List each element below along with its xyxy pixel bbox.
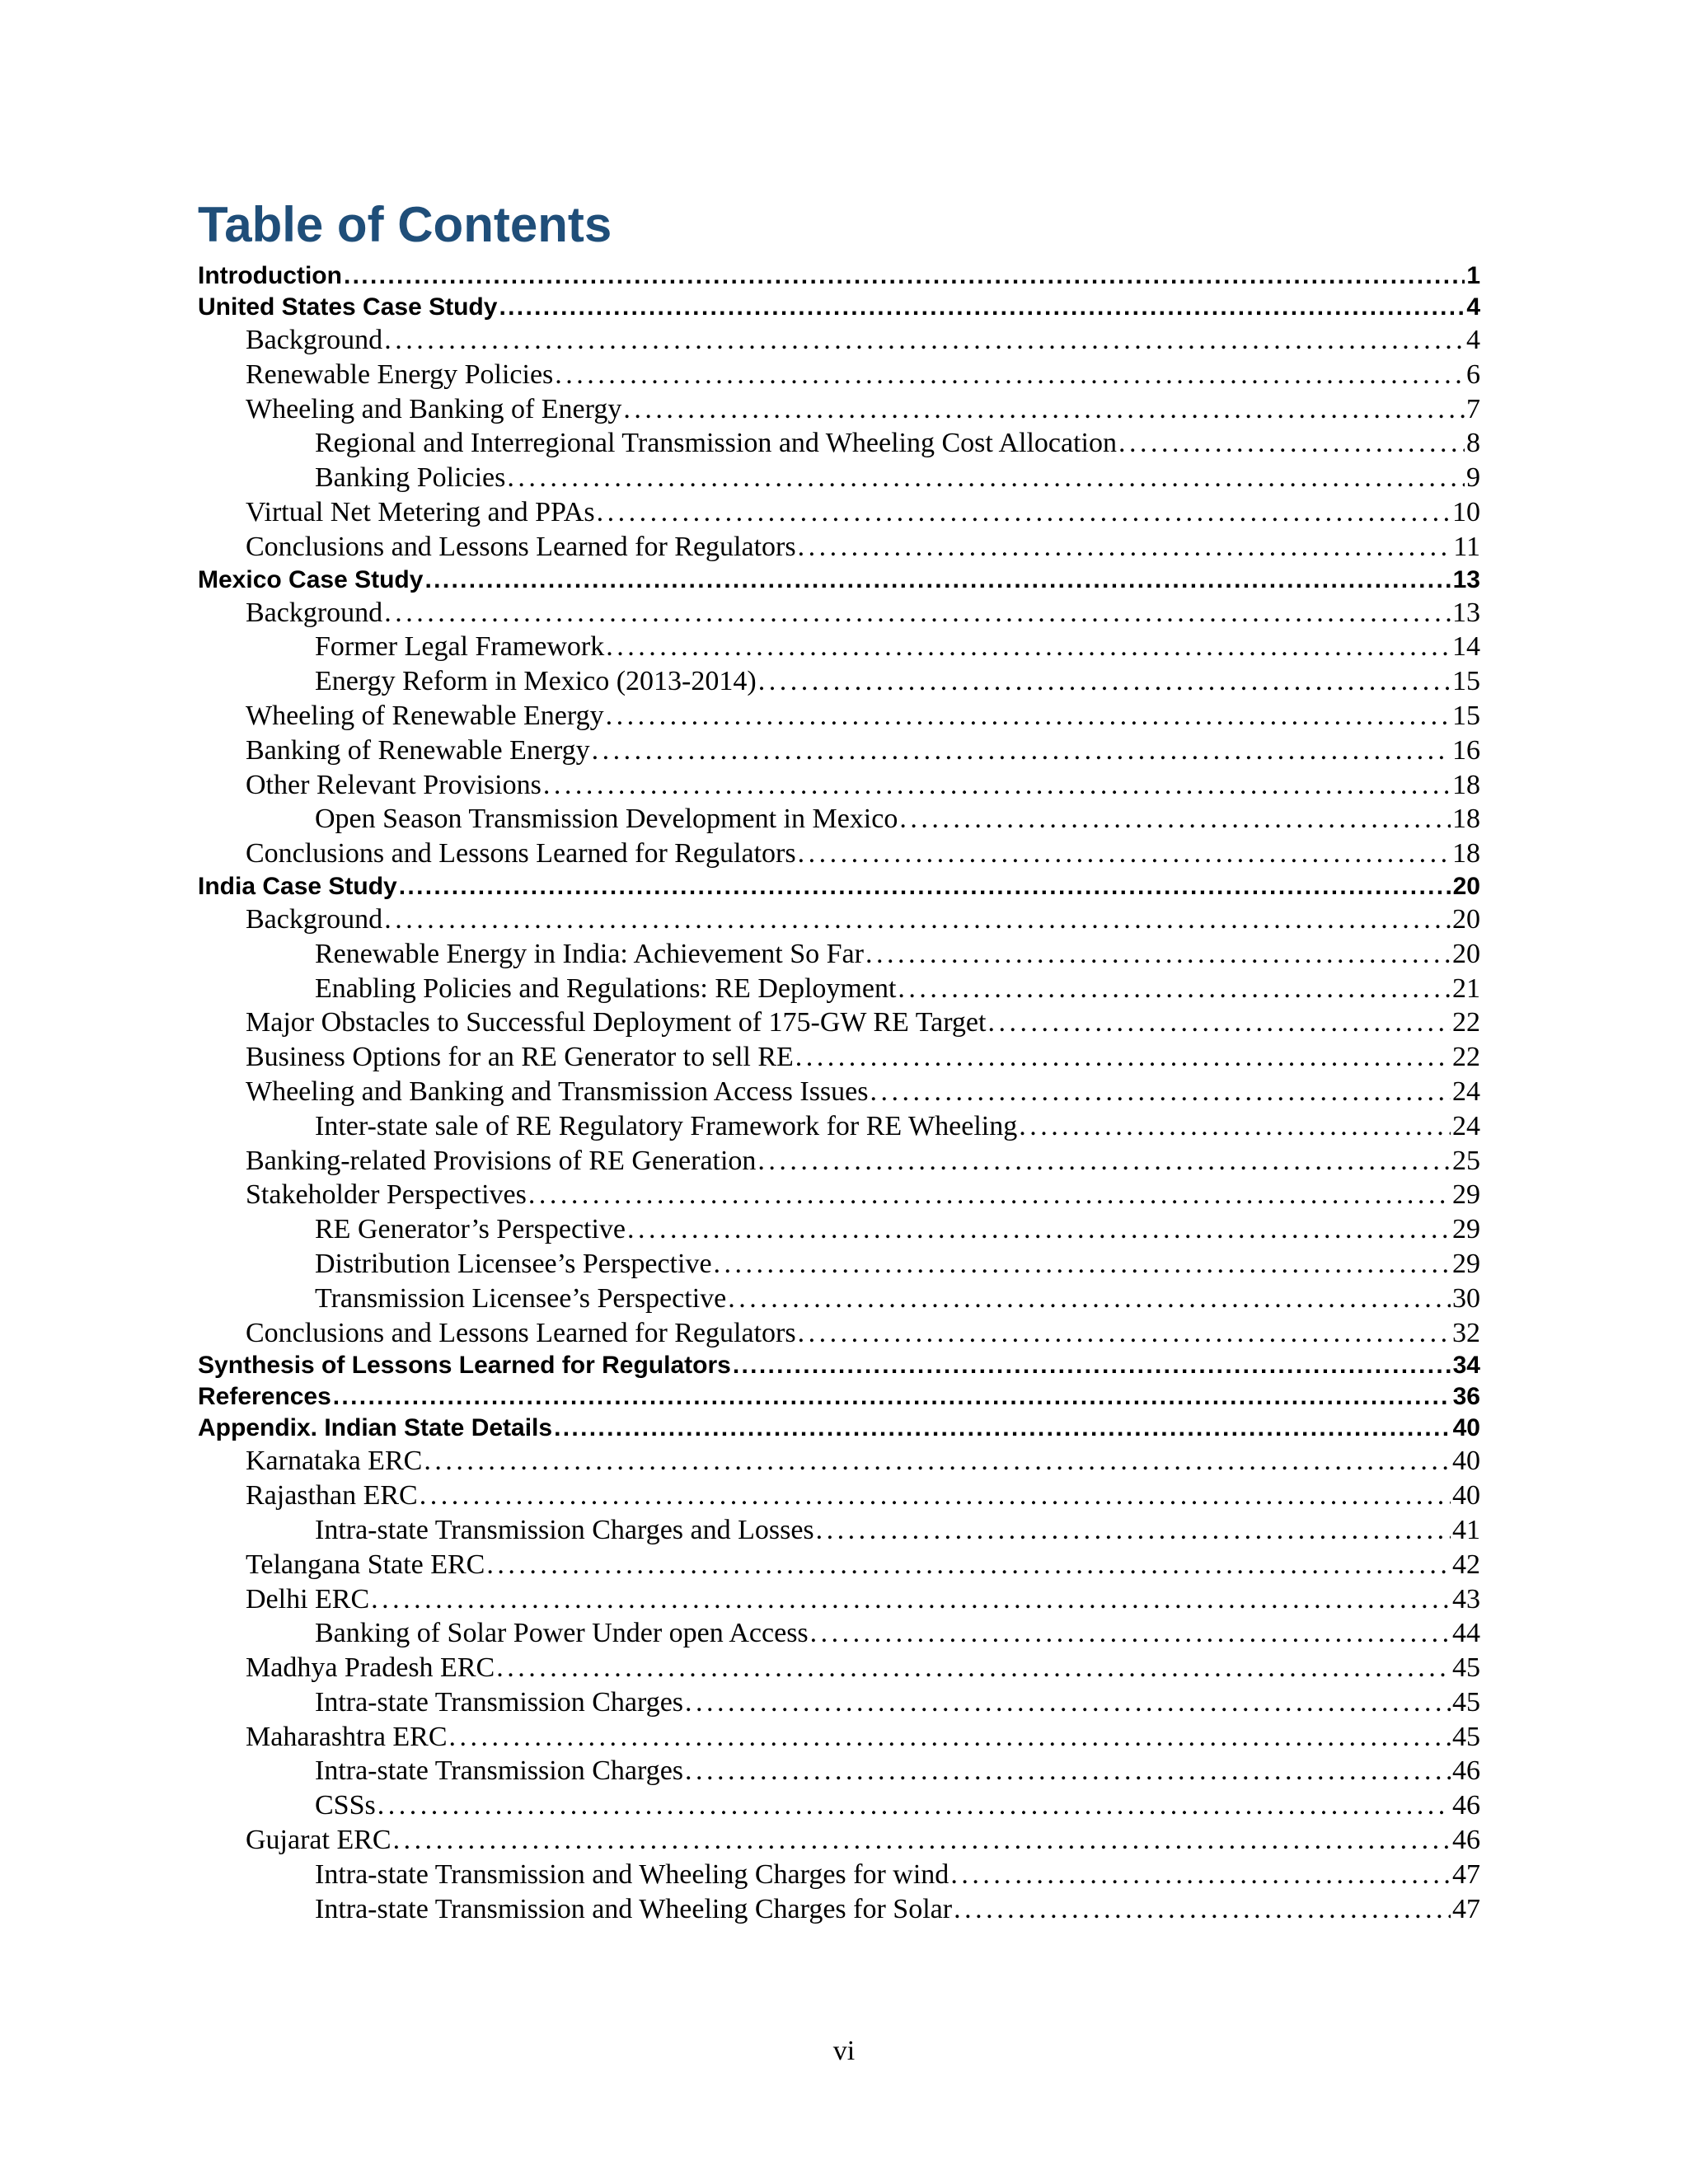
toc-entry-page: 7 <box>1466 393 1480 424</box>
toc-entry-title: Enabling Policies and Regulations: RE Deployment <box>315 972 897 1004</box>
toc-entry-title: Transmission Licensee’s Perspective <box>315 1282 727 1314</box>
toc-entry[interactable] <box>198 1651 1480 1685</box>
dot-leader <box>865 937 1451 972</box>
toc-entry-title: Intra-state Transmission Charges and Losses <box>315 1514 814 1545</box>
toc-entry-title: Wheeling and Banking and Transmission Access Issues <box>246 1076 869 1107</box>
toc-entry-title: India Case Study <box>198 872 397 900</box>
toc-entry-title: Synthesis of Lessons Learned for Regulators <box>198 1352 731 1380</box>
toc-entry[interactable] <box>198 392 1480 427</box>
dot-leader <box>496 1651 1451 1685</box>
toc-entry-title: United States Case Study <box>198 293 498 321</box>
toc-entry-title: Wheeling and Banking of Energy <box>246 393 622 424</box>
toc-entry[interactable] <box>198 1381 1480 1413</box>
dot-leader <box>987 1005 1451 1040</box>
toc-entry-page: 4 <box>1466 325 1480 355</box>
toc-entry[interactable] <box>198 426 1480 461</box>
toc-entry-page: 43 <box>1452 1583 1480 1615</box>
toc-entry-page: 46 <box>1452 1825 1480 1856</box>
toc-entry-title: Intra-state Transmission and Wheeling Charges for Solar <box>315 1893 953 1924</box>
toc-entry-title: Virtual Net Metering and PPAs <box>246 496 595 527</box>
toc-entry[interactable] <box>198 1413 1480 1444</box>
toc-entry-page: 46 <box>1452 1790 1480 1821</box>
toc-entry-title: Former Legal Framework <box>315 631 605 663</box>
toc-entry[interactable] <box>198 972 1480 1006</box>
toc-entry[interactable] <box>198 871 1480 902</box>
dot-leader <box>899 802 1451 837</box>
toc-entry-page: 18 <box>1452 769 1480 800</box>
toc-entry-title: Wheeling of Renewable Energy <box>246 700 604 731</box>
dot-leader <box>1118 426 1465 461</box>
toc-entry-page: 15 <box>1452 666 1480 697</box>
toc-entry-page: 25 <box>1452 1145 1480 1176</box>
dot-leader <box>623 392 1465 427</box>
toc-entry-title: Karnataka ERC <box>246 1446 423 1477</box>
toc-entry[interactable] <box>198 1616 1480 1651</box>
toc-entry[interactable] <box>198 1788 1480 1823</box>
toc-entry[interactable] <box>198 1178 1480 1212</box>
toc-entry-title: Banking-related Provisions of RE Generation <box>246 1145 757 1176</box>
toc-entry[interactable] <box>198 1892 1480 1927</box>
dot-leader <box>393 1823 1451 1858</box>
dot-leader <box>449 1720 1451 1755</box>
toc-entry[interactable] <box>198 768 1480 803</box>
toc-entry-title: References <box>198 1383 331 1411</box>
toc-entry[interactable] <box>198 565 1480 596</box>
toc-entry-page: 15 <box>1452 700 1480 731</box>
dot-leader <box>554 1413 1451 1444</box>
toc-entry-page: 21 <box>1452 972 1480 1004</box>
toc-entry-title: Background <box>246 597 383 628</box>
toc-entry-title: Gujarat ERC <box>246 1825 392 1856</box>
toc-entry[interactable] <box>198 495 1480 530</box>
dot-leader <box>898 972 1451 1006</box>
toc-entry[interactable] <box>198 1350 1480 1381</box>
toc-entry[interactable] <box>198 260 1480 292</box>
toc-entry[interactable] <box>198 1548 1480 1582</box>
toc-entry[interactable] <box>198 530 1480 565</box>
toc-entry[interactable] <box>198 1444 1480 1479</box>
toc-entry-page: 24 <box>1452 1110 1480 1141</box>
toc-entry-page: 10 <box>1452 496 1480 527</box>
toc-entry[interactable] <box>198 1212 1480 1247</box>
toc-entry-page: 47 <box>1452 1893 1480 1924</box>
dot-leader <box>344 260 1465 292</box>
toc-entry[interactable] <box>198 323 1480 358</box>
dot-leader <box>757 1144 1451 1179</box>
toc-entry-page: 13 <box>1452 565 1480 593</box>
toc-entry-page: 29 <box>1452 1248 1480 1279</box>
toc-entry[interactable] <box>198 1040 1480 1075</box>
toc-entry-page: 30 <box>1452 1282 1480 1314</box>
toc-entry-title: Delhi ERC <box>246 1583 370 1615</box>
toc-entry-title: Intra-state Transmission Charges <box>315 1755 684 1787</box>
dot-leader <box>597 495 1451 530</box>
toc-entry[interactable] <box>198 1858 1480 1892</box>
dot-leader <box>870 1075 1451 1109</box>
toc-entry[interactable] <box>198 1144 1480 1179</box>
toc-entry-title: Conclusions and Lessons Learned for Regulators <box>246 838 796 869</box>
toc-entry[interactable] <box>198 664 1480 699</box>
toc-entry[interactable] <box>198 937 1480 972</box>
toc-entry-title: Banking Policies <box>315 462 506 494</box>
toc-entry-page: 13 <box>1452 597 1480 628</box>
page-number: vi <box>832 2036 856 2066</box>
toc-entry-page: 18 <box>1452 838 1480 869</box>
toc-entry-page: 1 <box>1466 262 1480 289</box>
toc-entry-title: Renewable Energy Policies <box>246 359 554 390</box>
dot-leader <box>758 664 1451 699</box>
toc-entry[interactable] <box>198 1109 1480 1144</box>
toc-entry-page: 40 <box>1452 1446 1480 1477</box>
toc-entry-title: Background <box>246 325 383 355</box>
dot-leader <box>592 733 1451 768</box>
toc-entry-title: Business Options for an RE Generator to sell RE <box>246 1042 794 1073</box>
toc-entry[interactable] <box>198 1247 1480 1282</box>
toc-entry-title: Mexico Case Study <box>198 565 424 593</box>
dot-leader <box>798 837 1451 871</box>
toc-entry-title: Stakeholder Perspectives <box>246 1179 527 1211</box>
toc-entry-page: 47 <box>1452 1858 1480 1890</box>
toc-entry-title: Major Obstacles to Successful Deployment of 175-GW RE Target <box>246 1007 987 1038</box>
dot-leader <box>798 530 1452 565</box>
toc-entry-page: 46 <box>1452 1755 1480 1787</box>
dot-leader <box>954 1892 1451 1927</box>
dot-leader <box>728 1282 1451 1316</box>
toc-entry-title: Energy Reform in Mexico (2013-2014) <box>315 666 757 697</box>
toc-entry-page: 32 <box>1452 1317 1480 1348</box>
dot-leader <box>377 1788 1451 1823</box>
toc-entry-page: 42 <box>1452 1549 1480 1580</box>
dot-leader <box>795 1040 1451 1075</box>
toc-entry-page: 34 <box>1452 1352 1480 1380</box>
toc-entry[interactable] <box>198 1005 1480 1040</box>
toc-entry[interactable] <box>198 837 1480 871</box>
dot-leader <box>333 1381 1451 1413</box>
toc-entry-page: 44 <box>1452 1618 1480 1649</box>
toc-entry[interactable] <box>198 1513 1480 1548</box>
toc-entry-title: Renewable Energy in India: Achievement So Far <box>315 938 864 969</box>
toc-entry-title: Regional and Interregional Transmission and Wheeling Cost Allocation <box>315 428 1117 459</box>
toc-entry-title: Telangana State ERC <box>246 1549 485 1580</box>
toc-entry-title: Banking of Renewable Energy <box>246 734 590 766</box>
toc-entry-page: 20 <box>1452 872 1480 900</box>
dot-leader <box>685 1754 1451 1788</box>
toc-entry-page: 45 <box>1452 1652 1480 1684</box>
toc-entry-title: Open Season Transmission Development in Mexico <box>315 804 898 835</box>
toc-entry[interactable] <box>198 1316 1480 1351</box>
toc-entry-page: 20 <box>1452 903 1480 935</box>
dot-leader <box>606 630 1451 664</box>
toc-entry-title: Intra-state Transmission Charges <box>315 1686 684 1718</box>
dot-leader <box>810 1616 1451 1651</box>
toc-entry-title: Appendix. Indian State Details <box>198 1414 553 1442</box>
toc-entry[interactable] <box>198 802 1480 837</box>
dot-leader <box>816 1513 1451 1548</box>
table-of-contents <box>198 260 1480 1926</box>
dot-leader <box>486 1548 1451 1582</box>
toc-entry-page: 4 <box>1466 293 1480 321</box>
toc-entry-title: Inter-state sale of RE Regulatory Framework for RE Wheeling <box>315 1110 1018 1141</box>
toc-entry[interactable] <box>198 733 1480 768</box>
toc-entry-title: Background <box>246 903 383 935</box>
dot-leader <box>384 323 1465 358</box>
toc-entry-page: 45 <box>1452 1686 1480 1718</box>
toc-entry-page: 9 <box>1466 462 1480 494</box>
toc-entry-title: CSSs <box>315 1790 376 1821</box>
toc-entry-page: 40 <box>1452 1480 1480 1511</box>
toc-entry[interactable] <box>198 1479 1480 1513</box>
toc-entry-page: 8 <box>1466 428 1480 459</box>
dot-leader <box>555 358 1465 392</box>
toc-entry-page: 29 <box>1452 1179 1480 1211</box>
dot-leader <box>371 1582 1451 1617</box>
toc-entry-title: Madhya Pradesh ERC <box>246 1652 495 1684</box>
toc-entry[interactable] <box>198 699 1480 733</box>
dot-leader <box>424 565 1451 596</box>
toc-entry-title: Banking of Solar Power Under open Access <box>315 1618 809 1649</box>
toc-entry-title: RE Generator’s Perspective <box>315 1214 626 1245</box>
toc-entry[interactable] <box>198 1720 1480 1755</box>
toc-entry-page: 22 <box>1452 1007 1480 1038</box>
page-title: Table of Contents <box>198 197 612 252</box>
toc-entry[interactable] <box>198 596 1480 630</box>
toc-entry[interactable] <box>198 1282 1480 1316</box>
toc-entry[interactable] <box>198 1754 1480 1788</box>
toc-entry-page: 6 <box>1466 359 1480 390</box>
dot-leader <box>733 1350 1451 1381</box>
toc-entry-title: Conclusions and Lessons Learned for Regulators <box>246 531 796 562</box>
dot-leader <box>1019 1109 1451 1144</box>
toc-entry-title: Maharashtra ERC <box>246 1721 448 1752</box>
toc-entry-page: 14 <box>1452 631 1480 663</box>
dot-leader <box>499 292 1465 323</box>
dot-leader <box>543 768 1451 803</box>
dot-leader <box>507 461 1465 495</box>
dot-leader <box>798 1316 1451 1351</box>
toc-entry-page: 11 <box>1453 531 1480 562</box>
dot-leader <box>384 596 1451 630</box>
dot-leader <box>424 1444 1451 1479</box>
dot-leader <box>384 902 1451 937</box>
toc-entry[interactable] <box>198 1685 1480 1720</box>
dot-leader <box>606 699 1451 733</box>
toc-entry-title: Introduction <box>198 262 342 289</box>
toc-entry[interactable] <box>198 1823 1480 1858</box>
toc-entry-page: 29 <box>1452 1214 1480 1245</box>
toc-entry-page: 40 <box>1452 1414 1480 1442</box>
toc-entry-page: 16 <box>1452 734 1480 766</box>
dot-leader <box>528 1178 1451 1212</box>
toc-entry[interactable] <box>198 630 1480 664</box>
dot-leader <box>420 1479 1451 1513</box>
toc-entry-page: 41 <box>1452 1514 1480 1545</box>
toc-entry-page: 18 <box>1452 804 1480 835</box>
toc-entry-title: Distribution Licensee’s Perspective <box>315 1248 712 1279</box>
toc-entry-title: Other Relevant Provisions <box>246 769 542 800</box>
toc-entry[interactable] <box>198 292 1480 323</box>
toc-entry[interactable] <box>198 1582 1480 1617</box>
toc-entry[interactable] <box>198 461 1480 495</box>
toc-entry-title: Conclusions and Lessons Learned for Regulators <box>246 1317 796 1348</box>
toc-entry[interactable] <box>198 902 1480 937</box>
dot-leader <box>627 1212 1451 1247</box>
toc-entry-page: 24 <box>1452 1076 1480 1107</box>
dot-leader <box>714 1247 1451 1282</box>
dot-leader <box>950 1858 1451 1892</box>
toc-entry-page: 36 <box>1452 1383 1480 1411</box>
toc-entry-page: 22 <box>1452 1042 1480 1073</box>
toc-entry-title: Rajasthan ERC <box>246 1480 418 1511</box>
toc-entry-title: Intra-state Transmission and Wheeling Charges for wind <box>315 1858 950 1890</box>
toc-entry[interactable] <box>198 358 1480 392</box>
toc-entry-page: 20 <box>1452 938 1480 969</box>
dot-leader <box>685 1685 1451 1720</box>
toc-entry-page: 45 <box>1452 1721 1480 1752</box>
toc-entry[interactable] <box>198 1075 1480 1109</box>
dot-leader <box>399 871 1451 902</box>
